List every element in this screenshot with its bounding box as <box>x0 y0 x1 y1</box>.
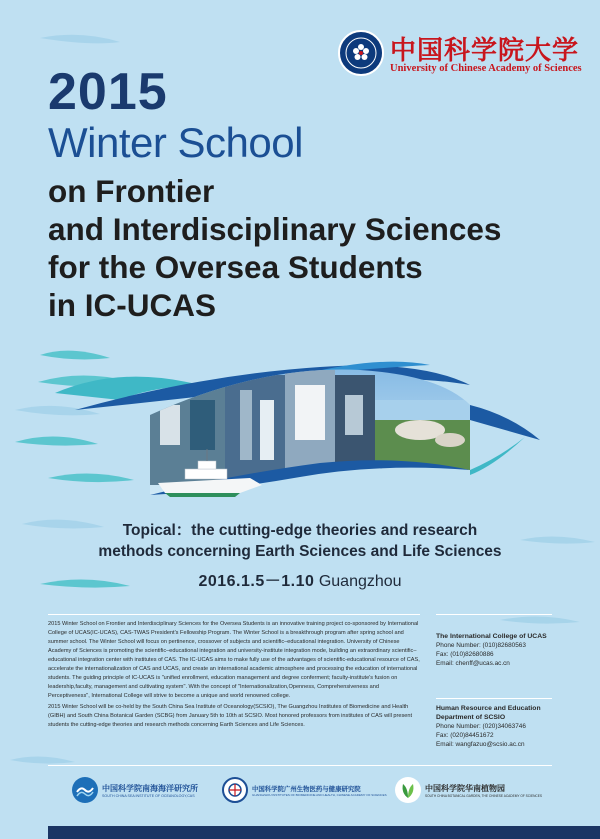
partner-gibh <box>222 775 387 805</box>
scsio-logo-icon <box>72 777 98 803</box>
description-paragraph: 2015 Winter School will be co-held by the South China Sea Institute of Oceanology(SCSIO), The Guangzhou Institutes of Biomedicine and Health (GIBH) and South China Botanical Garden (SCBG) from January 5th to 10th at SCSIO. Most honored professors from institutes of CAS will present students the cutting-edge theories and research methods concerning Earth Sciences and Life Sciences. <box>48 704 413 728</box>
topical-line: Topical：the cutting-edge theories and research <box>122 522 478 539</box>
divider <box>436 698 552 699</box>
partner-subtitle: GUANGZHOU INSTITUTES OF BIOMEDICINE AND HEALTH, CHINESE ACADEMY OF SCIENCES <box>252 792 387 797</box>
title-line: on Frontier <box>48 173 215 209</box>
contact-title: The International College of UCAS <box>436 633 547 640</box>
photo-collage-wave <box>0 345 600 515</box>
contact-fax: Fax: (010)82680886 <box>436 651 494 658</box>
partner-name: 中国科学院南海海洋研究所 <box>102 783 198 793</box>
event-year: 2015 <box>48 63 168 121</box>
partner-subtitle: SOUTH CHINA SEA INSTITUTE OF OCEANOLOGY,CAS <box>102 793 195 798</box>
university-logo <box>338 30 588 76</box>
university-name-chinese: 中国科学院大学 <box>390 36 580 66</box>
contact-phone: Phone Number: (010)82680563 <box>436 642 526 649</box>
gibh-logo-icon <box>222 777 248 803</box>
scbg-logo-icon <box>395 777 421 803</box>
partner-scsio <box>72 775 198 805</box>
partner-name: 中国科学院华南植物园 <box>425 783 505 793</box>
partner-subtitle: SOUTH CHINA BOTANICAL GARDEN, THE CHINESE ACADEMY OF SCIENCES <box>425 793 542 798</box>
partner-scbg <box>395 775 542 805</box>
contact-fax: Fax: (020)84451672 <box>436 732 494 739</box>
title-line: in IC-UCAS <box>48 287 216 323</box>
event-date: 2016.1.5－1.10 <box>198 573 315 590</box>
university-name-english: University of Chinese Academy of Sciences <box>390 63 582 74</box>
topical-line: methods concerning Earth Sciences and Life Sciences <box>98 543 502 560</box>
contact-email: Email: wangfazuo@scsio.ac.cn <box>436 741 525 748</box>
title-line: for the Oversea Students <box>48 249 423 285</box>
contact-email: Email: chenff@ucas.ac.cn <box>436 660 510 667</box>
contact-scsio <box>436 704 566 749</box>
description-text <box>48 620 420 732</box>
partner-name: 中国科学院广州生物医药与健康研究院 <box>252 785 361 793</box>
event-date-location <box>0 568 600 591</box>
title-line: and Interdisciplinary Sciences <box>48 211 502 247</box>
ucas-seal-icon <box>338 30 384 76</box>
divider <box>48 614 420 615</box>
event-subtitle: Winter School <box>48 119 303 166</box>
divider <box>48 765 552 766</box>
divider <box>436 614 552 615</box>
topical-statement <box>0 520 600 562</box>
description-paragraph: 2015 Winter School on Frontier and Interdisciplinary Sciences for the Oversea Students is an innovative training project co-sponsored by International College of UCAS(IC-UCAS), CAS-TWAS President's Fellowship Program. The Winter School is a breakthrough program after spring school and summer school. The Winter School will focus on pertinence, crossover of subjects and scientific–educational integration. University of Chinese Academy of Sciences is promoting the scientific–educational integration and university-institute integration mode, building an extraordinary scientific–educational integration center with institutes of CAS. The IC-UCAS aims to make fully use of the advantages of scientific-educational resource of CAS, accelerate the internationalization of CAS and UCAS, and create an international academic atmosphere and processing the education of international students. The guiding principle of IC-UCAS is "unified enrollment, education management and degree conferment; faculty-institute's fusion on leadership,faculty, management and cultivating system". With the concept of "Internationalization,Openness, Comprehensiveness and Perceptiveness", International College will strive to become a unique and world renowned college. <box>48 621 420 699</box>
event-location: Guangzhou <box>318 573 402 590</box>
contact-title: Human Resource and Education Department of SCSIO <box>436 705 541 721</box>
contact-ic-ucas <box>436 632 566 668</box>
contact-phone: Phone Number: (020)34063746 <box>436 723 526 730</box>
event-title <box>48 172 501 324</box>
footer-bar <box>48 826 600 839</box>
